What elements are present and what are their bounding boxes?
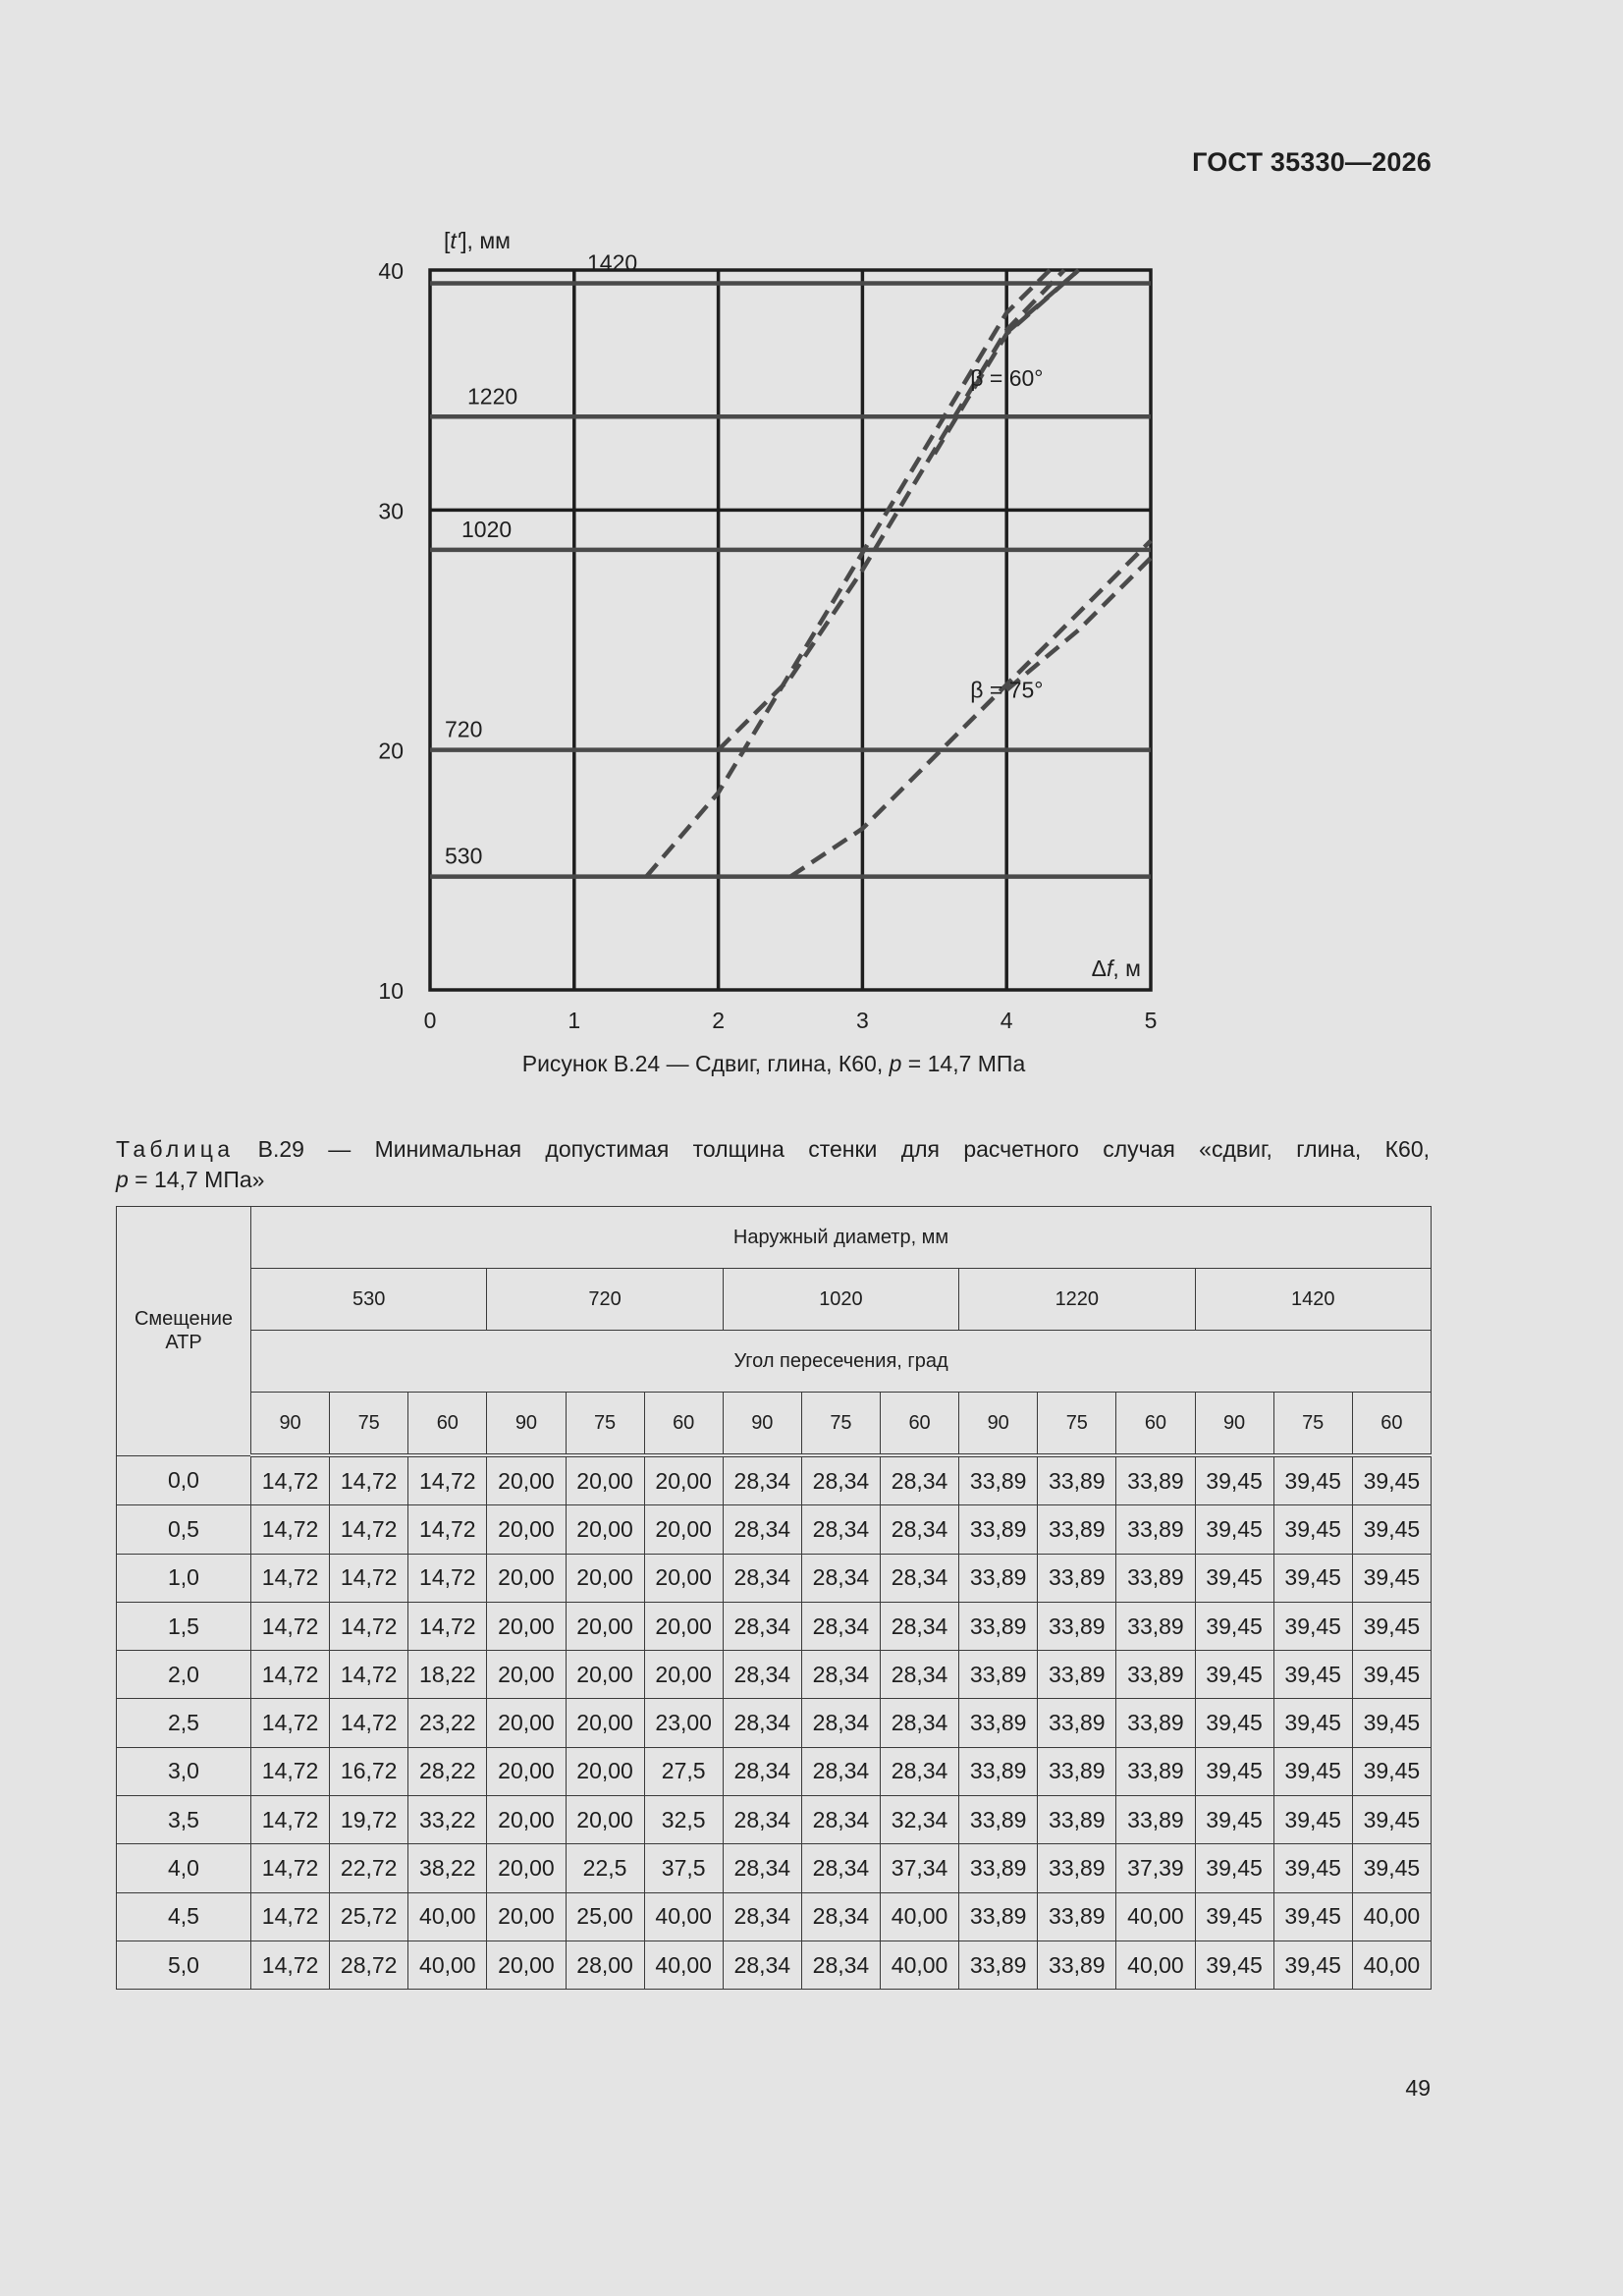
thickness-cell: 14,72 [408, 1554, 487, 1602]
thickness-cell: 28,34 [801, 1892, 880, 1941]
thickness-cell: 40,00 [408, 1941, 487, 1989]
thickness-cell: 28,34 [723, 1699, 801, 1747]
thickness-cell: 33,89 [1038, 1699, 1116, 1747]
thickness-cell: 14,72 [251, 1747, 330, 1795]
offset-cell: 3,0 [117, 1747, 251, 1795]
thickness-cell: 32,5 [644, 1796, 723, 1844]
angle-cell: 75 [566, 1393, 644, 1456]
thickness-cell: 18,22 [408, 1651, 487, 1699]
thickness-cell: 14,72 [251, 1699, 330, 1747]
thickness-cell: 33,89 [959, 1455, 1038, 1505]
thickness-cell: 25,00 [566, 1892, 644, 1941]
thickness-cell: 33,89 [1116, 1699, 1195, 1747]
thickness-cell: 39,45 [1195, 1747, 1273, 1795]
x-tick-label: 5 [1144, 1008, 1158, 1033]
thickness-cell: 39,45 [1352, 1844, 1431, 1892]
thickness-cell: 39,45 [1352, 1651, 1431, 1699]
offset-cell: 3,5 [117, 1796, 251, 1844]
thickness-cell: 14,72 [408, 1505, 487, 1554]
table-row [117, 1796, 1432, 1844]
thickness-cell: 28,34 [881, 1747, 959, 1795]
thickness-cell: 40,00 [408, 1892, 487, 1941]
thickness-cell: 14,72 [251, 1844, 330, 1892]
thickness-table [116, 1206, 1432, 1990]
header-row-angles [117, 1393, 1432, 1456]
table-row [117, 1554, 1432, 1602]
offset-cell: 1,0 [117, 1554, 251, 1602]
angle-header: Угол пересечения, град [251, 1331, 1432, 1393]
diameter-label: 720 [445, 716, 483, 742]
thickness-cell: 33,89 [1038, 1554, 1116, 1602]
thickness-cell: 33,89 [1116, 1554, 1195, 1602]
thickness-cell: 28,34 [723, 1892, 801, 1941]
thickness-cell: 32,34 [881, 1796, 959, 1844]
thickness-cell: 14,72 [251, 1892, 330, 1941]
thickness-cell: 39,45 [1195, 1455, 1273, 1505]
x-tick-label: 2 [712, 1008, 725, 1033]
offset-cell: 5,0 [117, 1941, 251, 1989]
diameter-label: 1420 [587, 249, 638, 276]
thickness-cell: 14,72 [330, 1455, 408, 1505]
x-tick-label: 4 [1000, 1008, 1013, 1033]
thickness-cell: 20,00 [644, 1554, 723, 1602]
thickness-cell: 39,45 [1273, 1602, 1352, 1650]
offset-cell: 0,0 [117, 1455, 251, 1505]
angle-cell: 75 [1273, 1393, 1352, 1456]
thickness-cell: 28,34 [723, 1602, 801, 1650]
thickness-cell: 39,45 [1273, 1747, 1352, 1795]
thickness-cell: 33,89 [1038, 1505, 1116, 1554]
thickness-cell: 37,34 [881, 1844, 959, 1892]
thickness-cell: 20,00 [487, 1796, 566, 1844]
thickness-cell: 28,34 [881, 1602, 959, 1650]
thickness-cell: 39,45 [1273, 1844, 1352, 1892]
thickness-cell: 27,5 [644, 1747, 723, 1795]
diameter-cell: 1220 [959, 1269, 1195, 1331]
offset-cell: 0,5 [117, 1505, 251, 1554]
thickness-cell: 33,89 [959, 1747, 1038, 1795]
thickness-cell: 20,00 [487, 1602, 566, 1650]
thickness-cell: 39,45 [1195, 1602, 1273, 1650]
thickness-cell: 28,34 [881, 1651, 959, 1699]
curve-series-5 [1006, 558, 1151, 689]
thickness-cell: 20,00 [487, 1747, 566, 1795]
thickness-cell: 20,00 [487, 1892, 566, 1941]
thickness-cell: 33,89 [1038, 1651, 1116, 1699]
thickness-cell: 20,00 [487, 1651, 566, 1699]
thickness-cell: 20,00 [487, 1455, 566, 1505]
table-row [117, 1892, 1432, 1941]
thickness-cell: 40,00 [644, 1941, 723, 1989]
thickness-cell: 14,72 [408, 1602, 487, 1650]
thickness-cell: 33,89 [1038, 1892, 1116, 1941]
thickness-cell: 33,89 [1116, 1602, 1195, 1650]
y-tick-label: 10 [378, 978, 404, 1004]
thickness-cell: 39,45 [1273, 1892, 1352, 1941]
thickness-cell: 39,45 [1195, 1844, 1273, 1892]
angle-cell: 60 [1116, 1393, 1195, 1456]
x-axis-label: Δf, м [1091, 956, 1141, 981]
thickness-cell: 20,00 [487, 1941, 566, 1989]
thickness-cell: 28,34 [801, 1602, 880, 1650]
diameter-cell: 1420 [1195, 1269, 1432, 1331]
figure-caption: Рисунок В.24 — Сдвиг, глина, К60, p = 14,7 МПа [521, 1051, 1026, 1076]
angle-cell: 90 [1195, 1393, 1273, 1456]
thickness-cell: 20,00 [566, 1505, 644, 1554]
diameter-header: Наружный диаметр, мм [251, 1207, 1432, 1269]
thickness-cell: 39,45 [1352, 1505, 1431, 1554]
table-row [117, 1505, 1432, 1554]
diameter-cell: 1020 [723, 1269, 958, 1331]
thickness-cell: 40,00 [1116, 1941, 1195, 1989]
thickness-cell: 14,72 [330, 1699, 408, 1747]
thickness-cell: 28,34 [723, 1651, 801, 1699]
thickness-cell: 28,34 [801, 1796, 880, 1844]
thickness-cell: 28,34 [723, 1455, 801, 1505]
thickness-cell: 33,89 [959, 1554, 1038, 1602]
angle-cell: 90 [723, 1393, 801, 1456]
thickness-cell: 28,34 [801, 1747, 880, 1795]
thickness-cell: 33,89 [1038, 1796, 1116, 1844]
thickness-cell: 33,89 [959, 1941, 1038, 1989]
thickness-cell: 14,72 [251, 1796, 330, 1844]
curve-label: β = 60° [970, 364, 1044, 391]
angle-cell: 60 [1352, 1393, 1431, 1456]
table-row [117, 1844, 1432, 1892]
thickness-cell: 28,34 [801, 1651, 880, 1699]
thickness-cell: 33,89 [1038, 1602, 1116, 1650]
thickness-cell: 39,45 [1195, 1505, 1273, 1554]
thickness-cell: 39,45 [1352, 1455, 1431, 1505]
thickness-cell: 39,45 [1352, 1699, 1431, 1747]
x-tick-label: 1 [568, 1008, 581, 1033]
thickness-cell: 28,34 [881, 1505, 959, 1554]
thickness-cell: 39,45 [1195, 1699, 1273, 1747]
thickness-cell: 20,00 [566, 1602, 644, 1650]
thickness-cell: 20,00 [566, 1699, 644, 1747]
offset-cell: 2,0 [117, 1651, 251, 1699]
angle-cell: 90 [251, 1393, 330, 1456]
thickness-cell: 39,45 [1195, 1796, 1273, 1844]
thickness-cell: 40,00 [644, 1892, 723, 1941]
thickness-cell: 39,45 [1273, 1554, 1352, 1602]
angle-cell: 90 [959, 1393, 1038, 1456]
header-row-diameters [117, 1269, 1432, 1331]
thickness-cell: 39,45 [1352, 1796, 1431, 1844]
table-row [117, 1602, 1432, 1650]
page-number: 49 [1405, 2075, 1431, 2101]
table-row [117, 1747, 1432, 1795]
x-tick-label: 0 [423, 1008, 437, 1033]
thickness-cell: 20,00 [487, 1505, 566, 1554]
thickness-cell: 14,72 [251, 1651, 330, 1699]
thickness-cell: 20,00 [566, 1651, 644, 1699]
thickness-cell: 33,89 [959, 1892, 1038, 1941]
thickness-cell: 28,34 [801, 1844, 880, 1892]
thickness-cell: 39,45 [1352, 1747, 1431, 1795]
thickness-cell: 28,34 [801, 1941, 880, 1989]
thickness-cell: 14,72 [330, 1554, 408, 1602]
offset-cell: 1,5 [117, 1602, 251, 1650]
thickness-cell: 20,00 [487, 1699, 566, 1747]
thickness-cell: 20,00 [487, 1844, 566, 1892]
diameter-label: 1020 [461, 516, 513, 542]
thickness-cell: 28,34 [723, 1505, 801, 1554]
diameter-cell: 720 [487, 1269, 723, 1331]
diameter-cell: 530 [251, 1269, 487, 1331]
thickness-cell: 33,89 [1038, 1455, 1116, 1505]
thickness-cell: 14,72 [251, 1505, 330, 1554]
thickness-cell: 20,00 [644, 1651, 723, 1699]
thickness-cell: 20,00 [644, 1455, 723, 1505]
thickness-cell: 39,45 [1273, 1455, 1352, 1505]
thickness-cell: 39,45 [1352, 1554, 1431, 1602]
thickness-cell: 25,72 [330, 1892, 408, 1941]
diameter-label: 530 [445, 843, 483, 869]
thickness-cell: 39,45 [1195, 1941, 1273, 1989]
thickness-cell: 20,00 [566, 1796, 644, 1844]
thickness-cell: 14,72 [330, 1602, 408, 1650]
thickness-cell: 28,34 [801, 1554, 880, 1602]
thickness-cell: 33,89 [1038, 1747, 1116, 1795]
x-tick-label: 3 [856, 1008, 869, 1033]
thickness-cell: 22,5 [566, 1844, 644, 1892]
thickness-cell: 20,00 [566, 1455, 644, 1505]
thickness-cell: 40,00 [1352, 1941, 1431, 1989]
thickness-cell: 33,89 [959, 1651, 1038, 1699]
thickness-cell: 33,89 [959, 1796, 1038, 1844]
thickness-cell: 14,72 [330, 1651, 408, 1699]
thickness-cell: 28,34 [881, 1699, 959, 1747]
table-caption: Таблица В.29 — Минимальная допустимая толщина стенки для расчетного случая «сдвиг, глина, К60, p = 14,7 МПа» [116, 1136, 1430, 1192]
thickness-cell: 37,5 [644, 1844, 723, 1892]
thickness-cell: 23,00 [644, 1699, 723, 1747]
thickness-cell: 14,72 [330, 1505, 408, 1554]
curve-series-4 [790, 541, 1151, 877]
thickness-cell: 28,22 [408, 1747, 487, 1795]
thickness-cell: 28,34 [801, 1505, 880, 1554]
thickness-cell: 33,89 [1116, 1796, 1195, 1844]
thickness-cell: 40,00 [1352, 1892, 1431, 1941]
thickness-cell: 33,89 [959, 1505, 1038, 1554]
thickness-cell: 28,34 [801, 1455, 880, 1505]
table-row [117, 1651, 1432, 1699]
thickness-cell: 16,72 [330, 1747, 408, 1795]
thickness-cell: 28,34 [723, 1941, 801, 1989]
thickness-cell: 33,89 [1116, 1505, 1195, 1554]
table-row [117, 1699, 1432, 1747]
y-tick-label: 30 [378, 498, 404, 524]
thickness-cell: 14,72 [251, 1941, 330, 1989]
thickness-cell: 33,89 [959, 1699, 1038, 1747]
thickness-cell: 39,45 [1273, 1651, 1352, 1699]
offset-cell: 4,0 [117, 1844, 251, 1892]
thickness-cell: 28,34 [723, 1844, 801, 1892]
thickness-cell: 39,45 [1195, 1554, 1273, 1602]
thickness-cell: 33,89 [1116, 1455, 1195, 1505]
standard-code: ГОСТ 35330—2026 [1192, 147, 1432, 177]
thickness-cell: 33,89 [1116, 1747, 1195, 1795]
angle-cell: 75 [1038, 1393, 1116, 1456]
thickness-cell: 39,45 [1273, 1941, 1352, 1989]
thickness-cell: 20,00 [644, 1505, 723, 1554]
thickness-cell: 14,72 [251, 1455, 330, 1505]
thickness-cell: 40,00 [881, 1941, 959, 1989]
angle-cell: 75 [330, 1393, 408, 1456]
thickness-cell: 28,00 [566, 1941, 644, 1989]
thickness-cell: 20,00 [566, 1747, 644, 1795]
header-row-angle-title [117, 1331, 1432, 1393]
thickness-cell: 14,72 [251, 1602, 330, 1650]
thickness-cell: 14,72 [251, 1554, 330, 1602]
thickness-cell: 39,45 [1273, 1796, 1352, 1844]
thickness-cell: 33,89 [1116, 1651, 1195, 1699]
thickness-cell: 33,22 [408, 1796, 487, 1844]
thickness-cell: 28,34 [881, 1455, 959, 1505]
row-header-offset: Смещение АТР [117, 1207, 251, 1456]
table-row [117, 1941, 1432, 1989]
thickness-cell: 20,00 [487, 1554, 566, 1602]
angle-cell: 75 [801, 1393, 880, 1456]
thickness-cell: 39,45 [1352, 1602, 1431, 1650]
table-caption-label: Таблица [116, 1136, 235, 1162]
thickness-cell: 28,34 [723, 1747, 801, 1795]
figure-chart [0, 0, 1623, 1041]
y-tick-label: 20 [378, 738, 404, 764]
thickness-cell: 33,89 [959, 1602, 1038, 1650]
angle-cell: 90 [487, 1393, 566, 1456]
thickness-cell: 37,39 [1116, 1844, 1195, 1892]
y-axis-label: [t'], мм [444, 228, 511, 253]
thickness-cell: 39,45 [1273, 1505, 1352, 1554]
table-row [117, 1455, 1432, 1505]
offset-cell: 2,5 [117, 1699, 251, 1747]
thickness-cell: 40,00 [881, 1892, 959, 1941]
thickness-cell: 28,34 [723, 1796, 801, 1844]
thickness-cell: 38,22 [408, 1844, 487, 1892]
thickness-cell: 40,00 [1116, 1892, 1195, 1941]
thickness-cell: 23,22 [408, 1699, 487, 1747]
diameter-label: 1220 [467, 383, 518, 410]
thickness-cell: 33,89 [1038, 1941, 1116, 1989]
angle-cell: 60 [408, 1393, 487, 1456]
thickness-cell: 28,34 [801, 1699, 880, 1747]
offset-cell: 4,5 [117, 1892, 251, 1941]
thickness-cell: 28,34 [723, 1554, 801, 1602]
thickness-cell: 39,45 [1273, 1699, 1352, 1747]
y-tick-label: 40 [378, 258, 404, 284]
thickness-cell: 33,89 [959, 1844, 1038, 1892]
thickness-cell: 14,72 [408, 1455, 487, 1505]
curve-label: β = 75° [970, 677, 1044, 703]
thickness-cell: 39,45 [1195, 1651, 1273, 1699]
thickness-cell: 28,72 [330, 1941, 408, 1989]
header-row-diameter-title [117, 1207, 1432, 1269]
thickness-cell: 33,89 [1038, 1844, 1116, 1892]
thickness-cell: 20,00 [644, 1602, 723, 1650]
thickness-cell: 19,72 [330, 1796, 408, 1844]
angle-cell: 60 [644, 1393, 723, 1456]
angle-cell: 60 [881, 1393, 959, 1456]
thickness-cell: 39,45 [1195, 1892, 1273, 1941]
thickness-cell: 28,34 [881, 1554, 959, 1602]
thickness-cell: 22,72 [330, 1844, 408, 1892]
thickness-cell: 20,00 [566, 1554, 644, 1602]
